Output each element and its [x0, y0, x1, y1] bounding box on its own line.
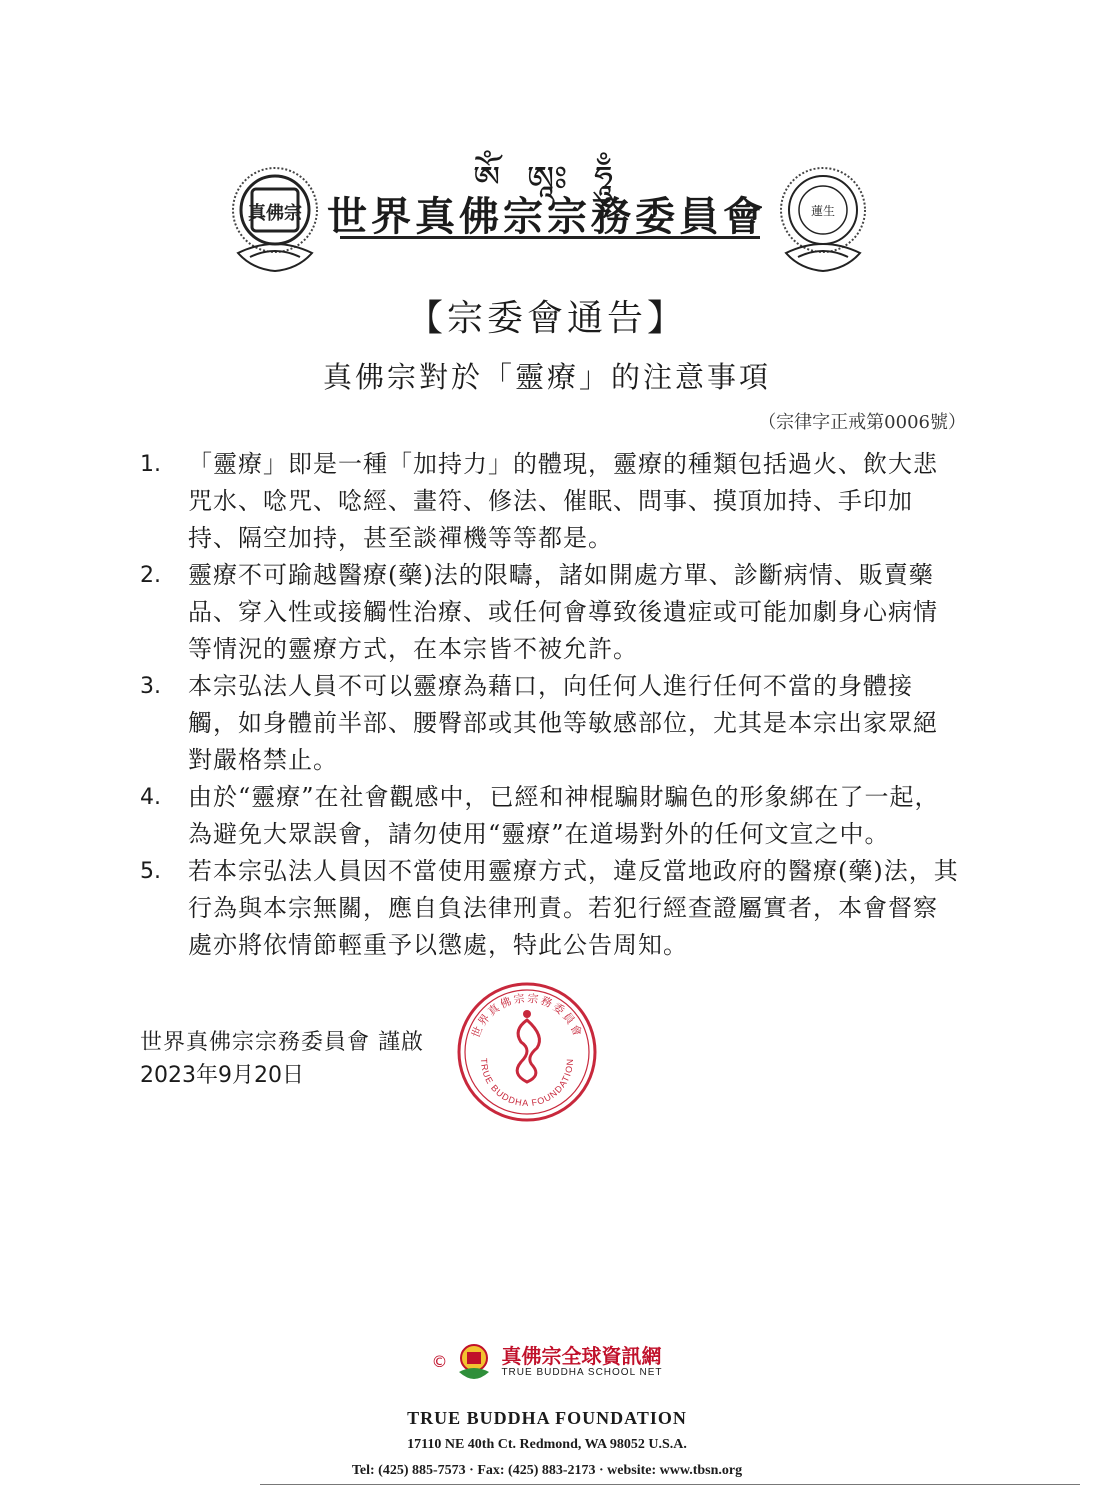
notice-item: [140, 853, 960, 964]
signature-organization: 世界真佛宗宗務委員會 謹啟: [140, 1030, 424, 1055]
foundation-name: TRUE BUDDHA FOUNDATION: [407, 1408, 687, 1428]
item-text: 「靈療」即是一種「加持力」的體現，靈療的種類包括過火、飲大悲咒水、唸咒、唸經、畫符、修法、催眠、問事、摸頂加持、手印加持、隔空加持，甚至談禪機等等都是。: [188, 450, 938, 552]
official-red-stamp-icon: [455, 980, 600, 1125]
item-text: 本宗弘法人員不可以靈療為藉口，向任何人進行任何不當的身體接觸，如身體前半部、腰臀部或其他等敏感部位，尤其是本宗出家眾絕對嚴格禁止。: [188, 672, 938, 774]
left-seal-glyph: 真佛宗: [248, 203, 302, 224]
item-text: 若本宗弘法人員因不當使用靈療方式，違反當地政府的醫療(藥)法，其行為與本宗無關，應自負法律刑責。若犯行經查證屬實者，本會督察處亦將依情節輕重予以懲處，特此公告周知。: [188, 857, 959, 959]
notice-item: [140, 668, 960, 779]
signature-date: 2023年9月20日: [140, 1063, 304, 1088]
document-number: （宗律字正戒第0006號）: [758, 412, 966, 433]
copyright-symbol: ©: [431, 1351, 448, 1371]
right-seal-glyph: 蓮生: [810, 204, 836, 218]
right-lotus-seal-icon: [776, 165, 870, 275]
notice-item: [140, 779, 960, 853]
foundation-address: 17110 NE 40th Ct. Redmond, WA 98052 U.S.A.: [407, 1437, 687, 1452]
foundation-contact: Tel: (425) 885-7573 · Fax: (425) 883-2173 · website: www.tbsn.org: [351, 1463, 743, 1478]
notice-item: [140, 557, 960, 668]
item-text: 靈療不可踰越醫療(藥)法的限疇，諸如開處方單、診斷病情、販賣藥品、穿入性或接觸性治療、或任何會導致後遺症或可能加劇身心病情等情況的靈療方式，在本宗皆不被允許。: [188, 561, 938, 663]
tbsn-text-block: [501, 1345, 662, 1378]
footer-rule: [260, 1484, 1080, 1485]
item-number: 1.: [140, 452, 161, 477]
tbsn-brand: [0, 1342, 1094, 1380]
item-number: 2.: [140, 563, 161, 588]
item-number: 3.: [140, 674, 161, 699]
tibetan-syllables: ༀ ཨཱཿ ཧཱུྃ: [472, 159, 622, 199]
stamp-english-text: TRUE BUDDHA FOUNDATION: [478, 1057, 576, 1109]
notice-subject: 真佛宗對於「靈療」的注意事項: [322, 360, 771, 394]
item-number: 5.: [140, 859, 161, 884]
tbsn-logo-icon: [455, 1342, 493, 1380]
organization-title: 世界真佛宗宗務委員會: [327, 194, 767, 240]
notice-item: [140, 446, 960, 557]
notice-items: [140, 446, 960, 964]
left-lotus-seal-icon: [228, 165, 322, 275]
item-number: 4.: [140, 785, 161, 810]
tbsn-chinese-name: 真佛宗全球資訊網: [501, 1343, 662, 1368]
item-text: 由於“靈療”在社會觀感中，已經和神棍騙財騙色的形象綁在了一起，為避免大眾誤會，請勿使用“靈療”在道場對外的任何文宣之中。: [188, 783, 940, 848]
title-underline: [340, 236, 760, 239]
notice-title: 【宗委會通告】: [406, 298, 687, 339]
stamp-chinese-text: 世界真佛宗宗務委員會: [469, 991, 585, 1040]
tbsn-english-name: TRUE BUDDHA SCHOOL NET: [501, 1366, 663, 1378]
